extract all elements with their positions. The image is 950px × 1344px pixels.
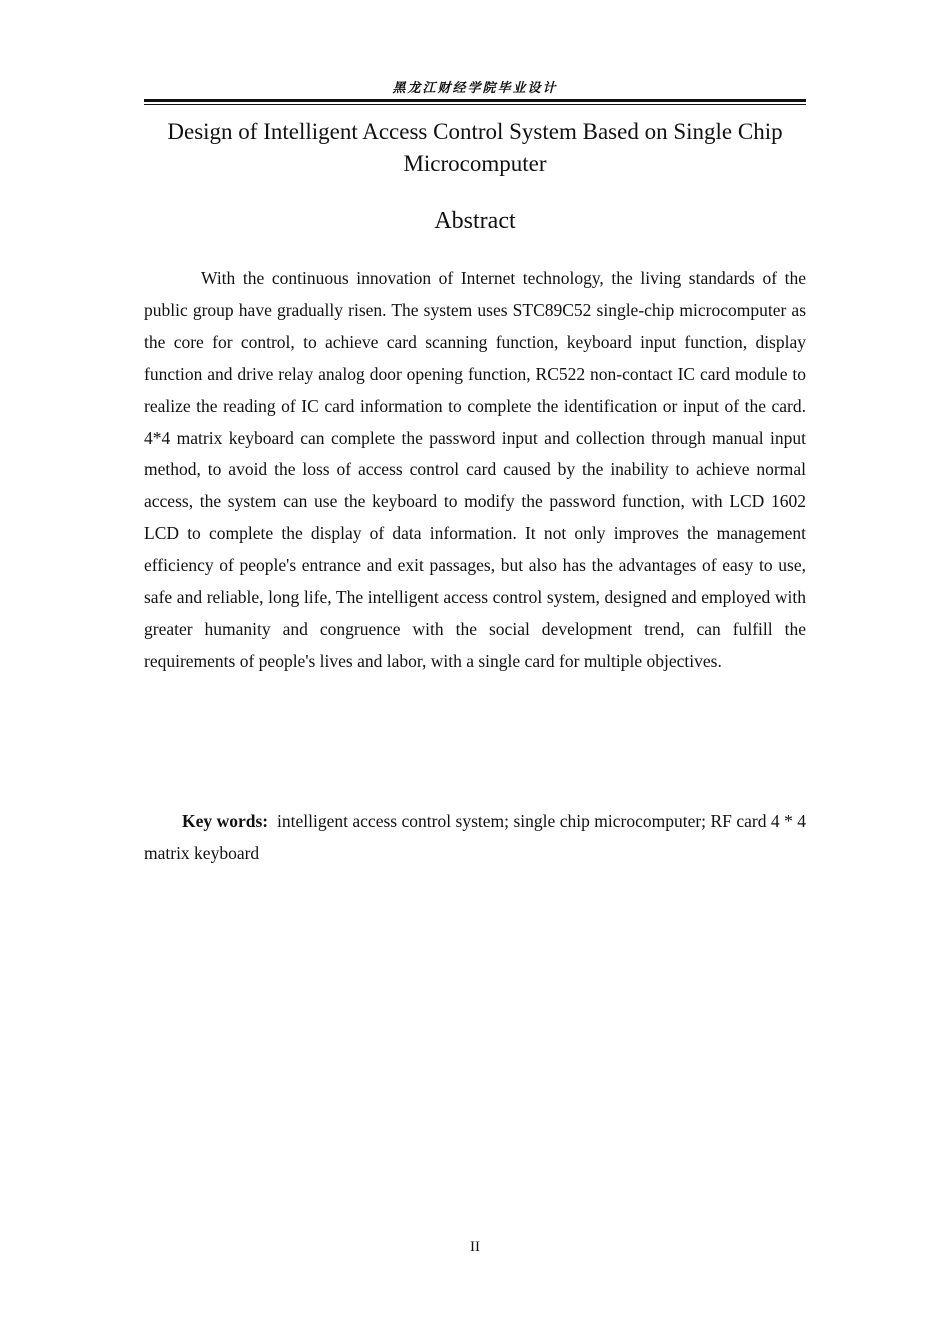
keywords-label: Key words: (182, 811, 269, 831)
running-header: 黑龙江财经学院毕业设计 (392, 81, 558, 96)
abstract-body: With the continuous innovation of Internet technology, the living standards of the public group have gradually risen. The system uses STC89C52 single-chip microcomputer as the core for control, to achieve card scanning function, keyboard input function, display function and drive relay analog door opening function, RC522 non-contact IC card module to realize the reading of IC card information to complete the identification or input of the card. 4*4 matrix keyboard can complete the password input and collection through manual input method, to avoid the loss of access control card caused by the inability to achieve normal access, the system can use the keyboard to modify the password function, with LCD 1602 LCD to complete the display of data information. It not only improves the management efficiency of people's entrance and exit passages, but also has the advantages of easy to use, safe and reliable, long life, The intelligent access control system, designed and employed with greater humanity and congruence with the social development trend, can fulfill the requirements of people's lives and labor, with a single card for multiple objectives. (144, 268, 806, 671)
header-rule-thin (144, 104, 806, 105)
abstract-heading: Abstract (434, 208, 516, 234)
keywords-paragraph (144, 806, 806, 870)
page-number: II (470, 1239, 480, 1255)
keywords-text: intelligent access control system; single chip microcomputer; RF card 4 * 4 matrix keyboard (144, 811, 807, 863)
header-rule-thick (144, 99, 806, 102)
document-title: Design of Intelligent Access Control System Based on Single Chip Microcomputer (167, 119, 783, 176)
